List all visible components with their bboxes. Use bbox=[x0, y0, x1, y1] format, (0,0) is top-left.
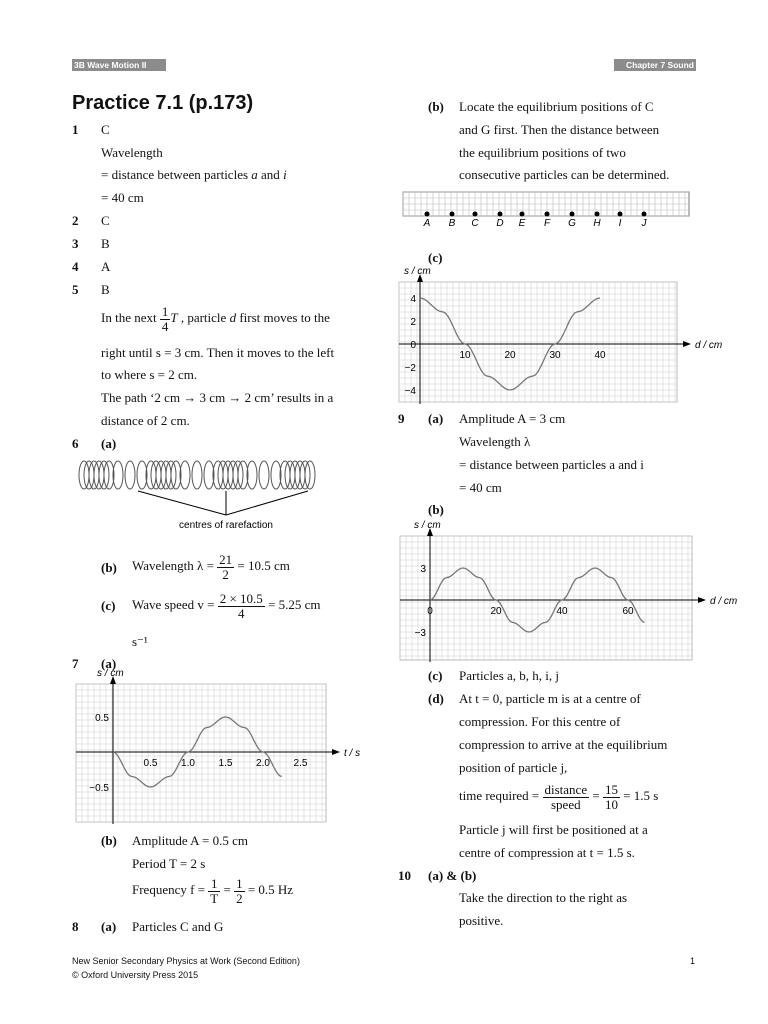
text-line: Wavelength bbox=[101, 145, 163, 160]
q-num: 4 bbox=[72, 259, 79, 274]
text-line: to where s = 2 cm. bbox=[101, 367, 198, 382]
particle-label: G bbox=[568, 218, 576, 229]
part-label: (c) bbox=[101, 598, 116, 613]
chart-q9b bbox=[398, 520, 738, 662]
text-line: position of particle j, bbox=[459, 760, 568, 775]
text-line: time required = $\frac{\text{distance}}{\text{speed}}$ = $\frac{15}{10}$ = 1.5 s bbox=[459, 781, 659, 812]
particle-dot bbox=[520, 212, 525, 217]
text-line: distance of 2 cm. bbox=[101, 413, 190, 428]
x-axis-label: t / s bbox=[344, 748, 361, 759]
footer-book: New Senior Secondary Physics at Work (Second Edition) bbox=[72, 956, 300, 966]
q-num: 2 bbox=[72, 213, 79, 228]
particle-label: J bbox=[641, 218, 647, 229]
answer: B bbox=[101, 282, 110, 297]
text-line: Amplitude A = 3 cm bbox=[459, 411, 566, 426]
q-num: 10 bbox=[398, 868, 411, 883]
text-line: Particle j will first be positioned at a bbox=[459, 822, 648, 837]
particle-label: D bbox=[496, 218, 504, 229]
x-tick-label: 1.0 bbox=[181, 758, 195, 769]
y-tick-label: −3 bbox=[414, 628, 426, 639]
part-label: (b) bbox=[428, 99, 444, 114]
text-line: consecutive particles can be determined. bbox=[459, 167, 670, 182]
header-right: Chapter 7 Sound bbox=[614, 59, 696, 71]
x-axis-label: d / cm bbox=[695, 340, 723, 351]
chart-q7a bbox=[72, 668, 362, 826]
q-num: 5 bbox=[72, 282, 79, 297]
text-line: positive. bbox=[459, 913, 504, 928]
x-tick-label: 40 bbox=[594, 350, 606, 361]
text-line: s⁻¹ bbox=[132, 634, 148, 649]
page-number: 1 bbox=[690, 956, 696, 966]
x-tick-label: 20 bbox=[504, 350, 516, 361]
part-label: (b) bbox=[101, 833, 117, 848]
text-line: = 40 cm bbox=[101, 190, 144, 205]
particle-dot bbox=[595, 212, 600, 217]
answer: C bbox=[101, 122, 110, 137]
part-label: (d) bbox=[428, 691, 444, 706]
part-label: (a) & (b) bbox=[428, 868, 477, 883]
part-label: (a) bbox=[101, 919, 117, 934]
text-line: = 40 cm bbox=[459, 480, 502, 495]
x-tick-label: 0.5 bbox=[143, 758, 158, 769]
x-tick-label: 40 bbox=[556, 606, 568, 617]
x-tick-label: 2.5 bbox=[293, 758, 308, 769]
particle-label: B bbox=[448, 218, 456, 229]
text-line: Take the direction to the right as bbox=[459, 890, 628, 905]
text-line: the equilibrium positions of two bbox=[459, 145, 626, 160]
spring-label: centres of rarefaction bbox=[179, 520, 273, 531]
x-tick-label: 20 bbox=[490, 606, 502, 617]
spring-coil bbox=[125, 461, 135, 489]
part-label: (c) bbox=[428, 668, 443, 683]
x-tick-label: 10 bbox=[459, 350, 471, 361]
text-line: Frequency f = $\frac{1}{T}$ = $\frac{1}{2}$ = 0.5 Hz bbox=[132, 875, 294, 906]
y-axis-label: s / cm bbox=[404, 266, 431, 277]
particle-dot bbox=[473, 212, 478, 217]
particle-label: A bbox=[423, 218, 431, 229]
text-line: Particles C and G bbox=[132, 919, 224, 934]
text-line: Wave speed v = $\frac{2 \times 10.5}{4}$ = 5.25 cm bbox=[132, 590, 321, 621]
q-num: 8 bbox=[72, 919, 79, 934]
answer: B bbox=[101, 236, 110, 251]
particle-dot bbox=[425, 212, 430, 217]
x-tick-label: 2.0 bbox=[256, 758, 270, 769]
text-line: Amplitude A = 0.5 cm bbox=[132, 833, 249, 848]
text-line: compression to arrive at the equilibrium bbox=[459, 737, 668, 752]
y-tick-label: 3 bbox=[420, 564, 426, 575]
particle-label: C bbox=[471, 218, 479, 229]
header-left: 3B Wave Motion II bbox=[72, 59, 166, 71]
x-tick-label: 60 bbox=[622, 606, 634, 617]
text-line: right until s = 3 cm. Then it moves to the left bbox=[101, 345, 335, 360]
text-line: compression. For this centre of bbox=[459, 714, 621, 729]
spring-coil bbox=[192, 461, 202, 489]
particle-label: I bbox=[618, 218, 622, 229]
particle-dot bbox=[450, 212, 455, 217]
part-label: (a) bbox=[101, 436, 117, 451]
y-tick-label: 2 bbox=[410, 317, 416, 328]
y-tick-label: 4 bbox=[410, 294, 416, 305]
part-label: (b) bbox=[101, 560, 117, 575]
x-tick-label: 1.5 bbox=[218, 758, 233, 769]
text-line: Wavelength λ bbox=[459, 434, 531, 449]
chart-q8c bbox=[395, 266, 723, 408]
page-title: Practice 7.1 (p.173) bbox=[72, 92, 254, 114]
text-line: The path ‘2 cm → 3 cm → 2 cm’ results in a bbox=[101, 390, 334, 405]
particle-label: E bbox=[518, 218, 526, 229]
x-tick-label: 30 bbox=[549, 350, 561, 361]
text-line: In the next $\frac{1}{4}$ T , particle d first moves to the bbox=[101, 303, 330, 334]
particle-grid bbox=[402, 190, 692, 232]
grid-border bbox=[400, 536, 692, 660]
x-tick-label: 0 bbox=[427, 606, 433, 617]
y-tick-label: −2 bbox=[404, 363, 416, 374]
q-num: 6 bbox=[72, 436, 79, 451]
answer: C bbox=[101, 213, 110, 228]
part-label: (a) bbox=[428, 411, 444, 426]
text-line: and G first. Then the distance between bbox=[459, 122, 660, 137]
answer: A bbox=[101, 259, 111, 274]
x-axis-arrow bbox=[683, 341, 691, 347]
text-line: Wavelength λ = $\frac{21}{2}$ = 10.5 cm bbox=[132, 551, 290, 582]
text-line: Locate the equilibrium positions of C bbox=[459, 99, 654, 114]
q-num: 3 bbox=[72, 236, 79, 251]
part-label: (b) bbox=[428, 502, 444, 517]
part-label: (a) bbox=[101, 656, 117, 671]
y-tick-label: −0.5 bbox=[89, 783, 109, 794]
spring-coil bbox=[259, 461, 269, 489]
text-line: Particles a, b, h, i, j bbox=[459, 668, 560, 683]
footer-copyright: © Oxford University Press 2015 bbox=[72, 970, 199, 980]
part-label: (c) bbox=[428, 250, 443, 265]
particle-dot bbox=[498, 212, 503, 217]
text-line: At t = 0, particle m is at a centre of bbox=[459, 691, 641, 706]
y-tick-label: −4 bbox=[404, 386, 416, 397]
particle-label: F bbox=[543, 218, 551, 229]
y-tick-label: 0.5 bbox=[95, 713, 109, 724]
y-axis-label: s / cm bbox=[97, 668, 124, 679]
x-axis-label: d / cm bbox=[710, 596, 738, 607]
particle-dot bbox=[618, 212, 623, 217]
text-line: centre of compression at t = 1.5 s. bbox=[459, 845, 635, 860]
x-axis-arrow bbox=[698, 597, 706, 603]
text-line: Period T = 2 s bbox=[132, 856, 206, 871]
y-tick-label: 0 bbox=[410, 340, 416, 351]
q-num: 7 bbox=[72, 656, 79, 671]
particle-dot bbox=[570, 212, 575, 217]
particle-dot bbox=[642, 212, 647, 217]
q-num: 9 bbox=[398, 411, 405, 426]
q-num: 1 bbox=[72, 122, 79, 137]
spring-diagram bbox=[76, 455, 366, 535]
x-axis-arrow bbox=[332, 749, 340, 755]
y-axis-label: s / cm bbox=[414, 520, 441, 531]
text-line: = distance between particles a and i bbox=[101, 167, 287, 182]
particle-dot bbox=[545, 212, 550, 217]
particle-label: H bbox=[593, 218, 601, 229]
text-line: = distance between particles a and i bbox=[459, 457, 644, 472]
